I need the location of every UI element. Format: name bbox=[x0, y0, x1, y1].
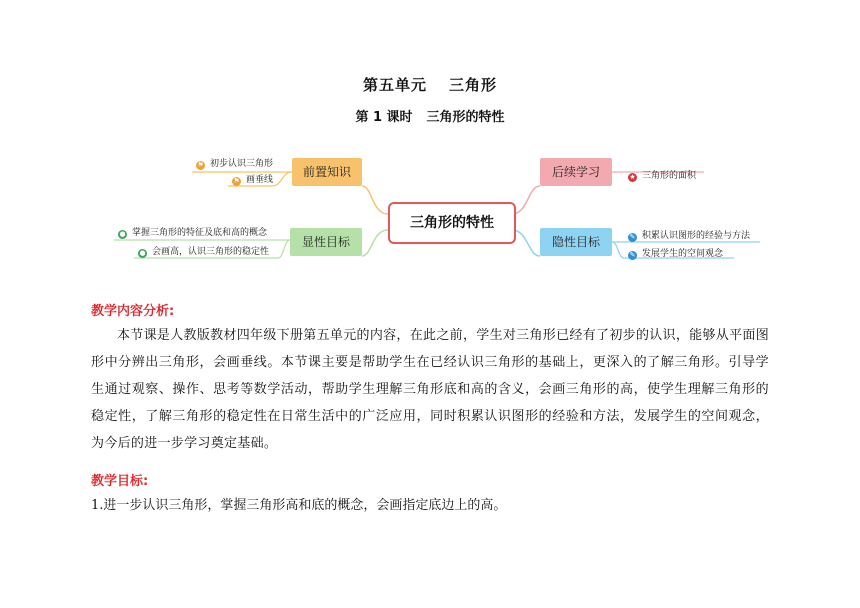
star-icon: ★ bbox=[629, 173, 636, 181]
pencil-icon: ✎ bbox=[629, 233, 636, 241]
leaf-explicit-1: ● 掌握三角形的特征及底和高的概念 bbox=[119, 228, 268, 238]
goal-item-1: 1.进一步认识三角形，掌握三角形高和底的概念，会画指定底边上的高。 bbox=[91, 498, 507, 513]
flag-icon: ⚑ bbox=[233, 177, 240, 185]
mind-map-center: 三角形的特性 bbox=[388, 202, 516, 244]
leaf-prior-2: ⚑ 画垂线 bbox=[233, 175, 274, 185]
leaf-explicit-2: ● 会画高，认识三角形的稳定性 bbox=[139, 247, 270, 257]
node-explicit-goal: 显性目标 bbox=[290, 228, 362, 256]
leaf-implicit-1: ✎ 积累认识图形的经验与方法 bbox=[629, 231, 751, 241]
leaf-implicit-2: ✎ 发展学生的空间观念 bbox=[629, 249, 724, 259]
goals-heading: 教学目标: bbox=[91, 474, 149, 489]
flag-icon: ⚑ bbox=[197, 161, 204, 169]
pencil-icon: ✎ bbox=[629, 251, 636, 259]
leaf-followup-1: ★ 三角形的面积 bbox=[629, 171, 697, 181]
analysis-paragraph: 本节课是人教版教材四年级下册第五单元的内容，在此之前，学生对三角形已经有了初步的认识，能够从平面图形中分辨出三角形，会画垂线。本节课主要是帮助学生在已经认识三角形的基础上，更深入的了解三角形。引导学生通过观察、操作、思考等数学活动，帮助学生理解三角形底和高的含义，会画三角形的高，使学生理解三角形的稳定性，了解三角形的稳定性在日常生活中的广泛应用，同时积累认识图形的经验和方法，发展学生的空间观念，为今后的进一步学习奠定基础。 bbox=[91, 328, 769, 451]
mind-map bbox=[0, 148, 860, 278]
node-implicit-goal: 隐性目标 bbox=[540, 228, 612, 256]
node-prior-knowledge: 前置知识 bbox=[292, 158, 362, 186]
person-icon: ● bbox=[139, 249, 146, 257]
connector-followup bbox=[512, 186, 540, 214]
analysis-heading: 教学内容分析: bbox=[91, 304, 175, 319]
connector-prior bbox=[362, 186, 388, 214]
person-icon: ● bbox=[119, 230, 126, 238]
connector-explicit bbox=[362, 230, 388, 256]
node-followup: 后续学习 bbox=[540, 158, 612, 186]
unit-name: 三角形 bbox=[449, 76, 498, 94]
unit-title bbox=[0, 74, 860, 95]
connector-implicit bbox=[512, 230, 540, 256]
unit-number: 第五单元 bbox=[362, 76, 427, 94]
lesson-number: 第 1 课时 bbox=[355, 110, 413, 125]
lesson-title bbox=[0, 106, 860, 125]
leaf-prior-1: ⚑ 初步认识三角形 bbox=[197, 159, 274, 169]
lesson-name: 三角形的特性 bbox=[426, 110, 505, 125]
